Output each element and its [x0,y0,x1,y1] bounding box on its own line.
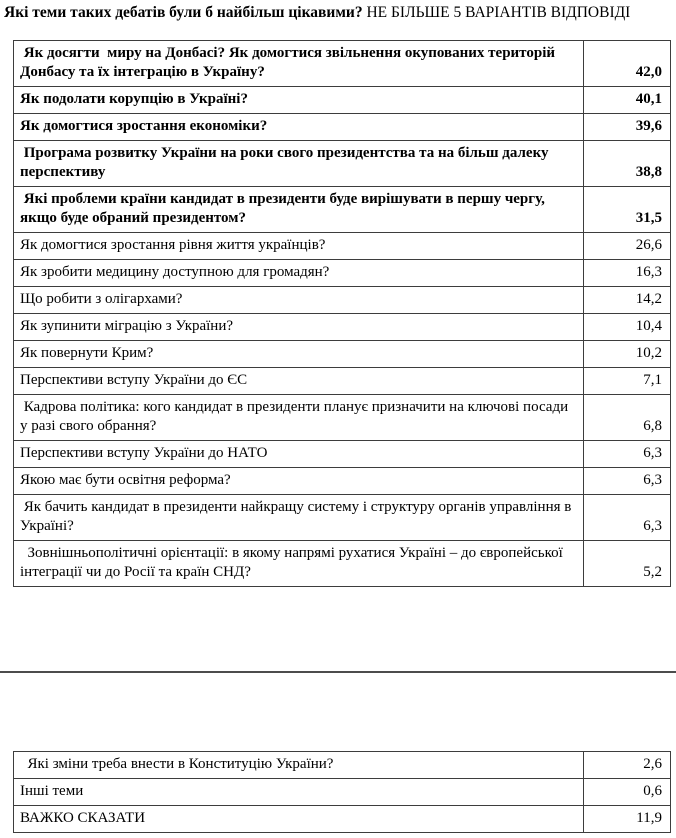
topic-cell: Як домогтися зростання економіки? [14,114,584,141]
value-cell: 38,8 [584,141,671,187]
value-cell: 31,5 [584,187,671,233]
value-cell: 11,9 [584,806,671,833]
table-row [14,368,671,395]
topic-cell: Зовнішньополітичні орієнтації: в якому напрямі рухатися Україні – до європейської інтеграції чи до Росії та країн СНД? [14,541,584,587]
topic-cell: Програма розвитку України на роки свого президентства та на більш далеку перспективу [14,141,584,187]
topic-cell: Перспективи вступу України до НАТО [14,441,584,468]
table-row [14,806,671,833]
topic-cell: Як домогтися зростання рівня життя українців? [14,233,584,260]
additional-topics-table [13,751,671,833]
table-row [14,233,671,260]
table-row [14,779,671,806]
topic-cell: Перспективи вступу України до ЄС [14,368,584,395]
topic-cell: Як бачить кандидат в президенти найкращу систему і структуру органів управління в Україні? [14,495,584,541]
topic-cell: Як зупинити міграцію з України? [14,314,584,341]
value-cell: 6,3 [584,468,671,495]
value-cell: 6,8 [584,395,671,441]
table-row [14,187,671,233]
value-cell: 5,2 [584,541,671,587]
page-title [4,3,630,23]
topic-cell: Як досягти миру на Донбасі? Як домогтися звільнення окупованих територій Донбасу та їх інтеграцію в Україну? [14,41,584,87]
table-row [14,495,671,541]
topic-cell: Як повернути Крим? [14,341,584,368]
value-cell: 42,0 [584,41,671,87]
value-cell: 39,6 [584,114,671,141]
table-row [14,114,671,141]
value-cell: 16,3 [584,260,671,287]
title-instruction: НЕ БІЛЬШЕ 5 ВАРІАНТІВ ВІДПОВІДІ [366,4,631,21]
page-break-divider [0,671,676,673]
topic-cell: Що робити з олігархами? [14,287,584,314]
table-row [14,87,671,114]
table-row [14,260,671,287]
table-row [14,341,671,368]
table-row [14,314,671,341]
value-cell: 26,6 [584,233,671,260]
table-row [14,395,671,441]
topic-cell: Як зробити медицину доступною для громадян? [14,260,584,287]
table-row [14,41,671,87]
value-cell: 6,3 [584,495,671,541]
value-cell: 14,2 [584,287,671,314]
value-cell: 10,4 [584,314,671,341]
topic-cell: Якою має бути освітня реформа? [14,468,584,495]
value-cell: 40,1 [584,87,671,114]
topics-table [13,40,671,587]
table-row [14,468,671,495]
table-row [14,287,671,314]
value-cell: 6,3 [584,441,671,468]
topic-cell: Як подолати корупцію в Україні? [14,87,584,114]
value-cell: 10,2 [584,341,671,368]
title-question: Які теми таких дебатів були б найбільш цікавими? [4,4,363,21]
topic-cell: Кадрова політика: кого кандидат в президенти планує призначити на ключові посади у разі свого обрання? [14,395,584,441]
value-cell: 0,6 [584,779,671,806]
table-row [14,752,671,779]
table-row [14,441,671,468]
value-cell: 7,1 [584,368,671,395]
table-row [14,141,671,187]
value-cell: 2,6 [584,752,671,779]
topic-cell: Інші теми [14,779,584,806]
topic-cell: Які зміни треба внести в Конституцію України? [14,752,584,779]
topic-cell: Які проблеми країни кандидат в президенти буде вирішувати в першу чергу, якщо буде обраний президентом? [14,187,584,233]
topic-cell: ВАЖКО СКАЗАТИ [14,806,584,833]
table-row [14,541,671,587]
